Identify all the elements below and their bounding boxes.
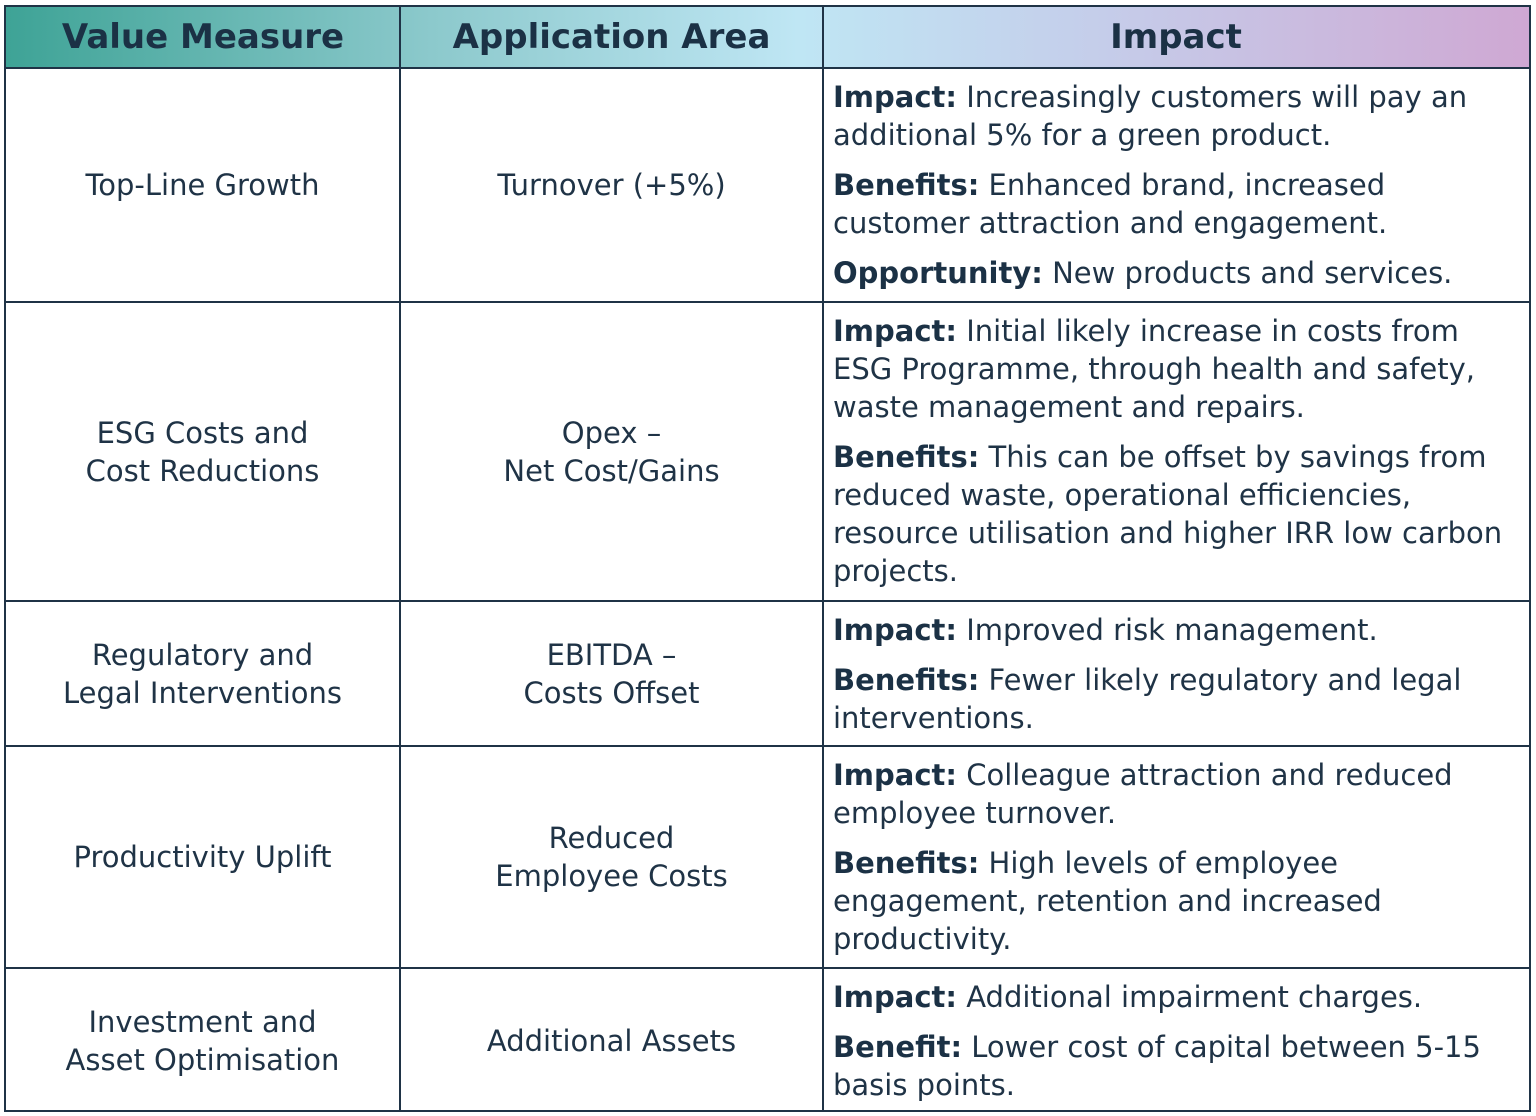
impact-cell: [833, 611, 1523, 737]
application-area-cell: [401, 69, 822, 301]
table-header-row: [6, 7, 1529, 69]
value-measure-text: ESG Costs and: [96, 415, 309, 450]
application-area-text: Additional Assets: [486, 1023, 737, 1058]
value-measure-cell: [6, 602, 399, 745]
impact-text: Enhanced brand, increased customer attraction and engagement.: [833, 168, 1388, 240]
impact-paragraph: [833, 166, 1523, 242]
application-area-cell: [401, 969, 822, 1112]
value-measure-cell: [6, 747, 399, 967]
impact-text: Increasingly customers will pay an additional 5% for a green product.: [833, 80, 1468, 152]
impact-text: Improved risk management.: [957, 613, 1378, 647]
application-area-text: Net Cost/Gains: [503, 453, 720, 488]
impact-text: This can be offset by savings from reduced waste, operational efficiencies, resource utilisation and higher IRR low carbon projects.: [833, 440, 1503, 588]
impact-label: Impact:: [833, 80, 957, 114]
impact-label: Benefits:: [833, 663, 980, 697]
impact-text: Initial likely increase in costs from ESG Programme, through health and safety, waste management and repairs.: [833, 314, 1475, 424]
impact-text: Colleague attraction and reduced employee turnover.: [833, 758, 1453, 830]
impact-text: Fewer likely regulatory and legal interventions.: [833, 663, 1462, 735]
impact-paragraph: [833, 756, 1523, 832]
impact-paragraph: [833, 312, 1523, 426]
header-value-measure: Value Measure: [61, 17, 345, 57]
impact-text: Lower cost of capital between 5-15 basis points.: [833, 1030, 1481, 1102]
impact-cell: [833, 756, 1523, 958]
application-area-text: Costs Offset: [523, 675, 700, 710]
impact-label: Benefits:: [833, 846, 980, 880]
impact-paragraph: [833, 438, 1523, 590]
column-divider: [822, 7, 824, 1110]
impact-label: Benefits:: [833, 168, 980, 202]
impact-label: Opportunity:: [833, 256, 1043, 290]
impact-text: High levels of employee engagement, retention and increased productivity.: [833, 846, 1382, 956]
value-measure-text: Asset Optimisation: [65, 1042, 340, 1077]
impact-label: Benefits:: [833, 440, 980, 474]
impact-paragraph: [833, 78, 1523, 154]
value-measure-text: Regulatory and: [91, 637, 314, 672]
value-measure-text: Legal Interventions: [62, 675, 343, 710]
impact-paragraph: [833, 978, 1523, 1016]
impact-cell: [833, 978, 1523, 1104]
impact-text: New products and services.: [1042, 256, 1453, 290]
application-area-text: Turnover (+5%): [497, 168, 726, 202]
value-measure-text: Investment and: [88, 1004, 317, 1039]
application-area-text: EBITDA –: [546, 637, 677, 672]
value-measure-cell: [6, 969, 399, 1112]
impact-cell: [833, 312, 1523, 590]
value-measure-cell: [6, 303, 399, 600]
impact-paragraph: [833, 1028, 1523, 1104]
application-area-cell: [401, 303, 822, 600]
value-measure-table: [4, 5, 1531, 1112]
impact-paragraph: [833, 254, 1523, 292]
impact-label: Impact:: [833, 980, 957, 1014]
header-application-area: Application Area: [452, 17, 771, 57]
impact-label: Impact:: [833, 613, 957, 647]
application-area-cell: [401, 602, 822, 745]
impact-paragraph: [833, 661, 1523, 737]
impact-label: Benefit:: [833, 1030, 963, 1064]
impact-label: Impact:: [833, 314, 957, 348]
application-area-cell: [401, 747, 822, 967]
value-measure-text: Cost Reductions: [85, 453, 320, 488]
header-impact: Impact: [1110, 17, 1242, 57]
application-area-text: Employee Costs: [495, 859, 728, 893]
value-measure-cell: [6, 69, 399, 301]
value-measure-text: Top-Line Growth: [85, 168, 320, 202]
impact-cell: [833, 78, 1523, 292]
application-area-text: Reduced: [548, 821, 675, 855]
impact-label: Impact:: [833, 758, 957, 792]
impact-paragraph: [833, 611, 1523, 649]
impact-text: Additional impairment charges.: [957, 980, 1423, 1014]
impact-paragraph: [833, 844, 1523, 958]
value-measure-text: Productivity Uplift: [73, 840, 332, 874]
application-area-text: Opex –: [561, 415, 662, 450]
